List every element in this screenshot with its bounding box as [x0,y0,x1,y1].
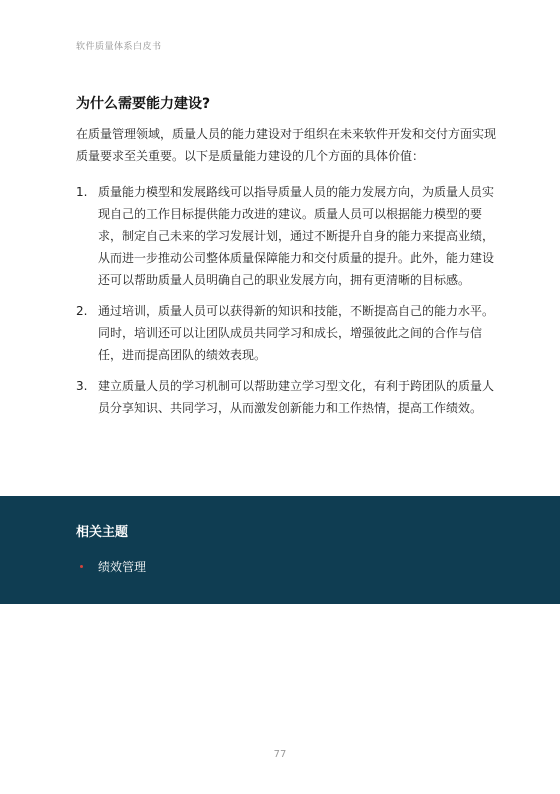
related-topics-panel [0,496,560,604]
section-title: 为什么需要能力建设? [76,96,211,112]
running-header: 软件质量体系白皮书 [76,42,162,52]
list-item [76,181,496,291]
list-item-number: 3. [76,379,88,393]
related-topics-title: 相关主题 [76,525,129,540]
list-item [76,375,496,419]
related-topic-label: 绩效管理 [98,560,147,574]
bullet-dot-icon [80,565,83,568]
intro-paragraph: 在质量管理领域，质量人员的能力建设对于组织在未来软件开发和交付方面实现质量要求至关重要。以下是质量能力建设的几个方面的具体价值： [76,127,497,163]
list-item-text: 建立质量人员的学习机制可以帮助建立学习型文化，有利于跨团队的质量人员分享知识、共同学习，从而激发创新能力和工作热情，提高工作绩效。 [98,379,495,415]
list-item-text: 通过培训，质量人员可以获得新的知识和技能，不断提高自己的能力水平。同时，培训还可以让团队成员共同学习和成长，增强彼此之间的合作与信任，进而提高团队的绩效表现。 [98,304,495,362]
list-item-number: 1. [76,185,88,199]
value-point-list [76,181,496,419]
page-number: 77 [273,749,287,760]
related-topic-link[interactable] [76,558,146,575]
list-item-number: 2. [76,304,88,318]
list-item-text: 质量能力模型和发展路线可以指导质量人员的能力发展方向，为质量人员实现自己的工作目标提供能力改进的建议。质量人员可以根据能力模型的要求，制定自己未来的学习发展计划，通过不断提升自身的能力来提高业绩，从而进一步推动公司整体质量保障能力和交付质量的提升。此外，能力建设还可以帮助质量人员明确自己的职业发展方向，拥有更清晰的目标感。 [98,185,495,287]
list-item [76,300,496,366]
main-content [76,94,496,428]
